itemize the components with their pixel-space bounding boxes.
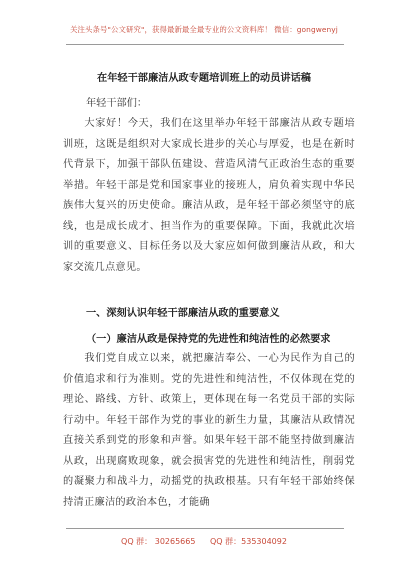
section-heading: 一、深刻认识年轻干部廉洁从政的重要意义 bbox=[86, 308, 280, 319]
header-divider bbox=[66, 44, 344, 45]
qq-group-2: QQ 群：535304092 bbox=[210, 537, 287, 546]
footer-contact bbox=[0, 536, 408, 547]
salutation: 年轻干部们： bbox=[86, 98, 148, 109]
paragraph-text: 大家好！今天，我们在这里举办年轻干部廉洁从政专题培训班，这既是组织对大家成长进步的关心与厚爱，也是在新时代背景下，加强干部队伍建设、营造风清气正政治生态的重要举措。年轻干部是党和国家事业的接班人，肩负着实现中华民族伟大复兴的历史使命。廉洁从政，是年轻干部必须坚守的底线，也是成长成才、担当作为的重要保障。下面，我就此次培训的重要意义、目标任务以及大家应如何做到廉洁从政，和大家交流几点意见。 bbox=[63, 118, 355, 273]
body-paragraph bbox=[63, 349, 355, 513]
opening-paragraph bbox=[63, 114, 355, 278]
header-banner: 关注头条号"公文研究"，获得最新最全最专业的公文资料库！ 微信：gongwenyj bbox=[70, 25, 338, 34]
subsection-heading: （一）廉洁从政是保持党的先进性和纯洁性的必然要求 bbox=[86, 334, 331, 345]
footer-divider bbox=[66, 528, 344, 529]
qq-group-1: QQ 群： 30265665 bbox=[121, 537, 196, 546]
document-title: 在年轻干部廉洁从政专题培训班上的动员讲话稿 bbox=[97, 73, 311, 84]
paragraph-text: 我们党自成立以来，就把廉洁奉公、一心为民作为自己的价值追求和行为准则。党的先进性和纯洁性，不仅体现在党的理论、路线、方针、政策上，更体现在每一名党员干部的实际行动中。年轻干部作为党的事业的新生力量，其廉洁从政情况直接关系到党的形象和声誉。如果年轻干部不能坚持做到廉洁从政，出现腐败现象，就会损害党的先进性和纯洁性，削弱党的凝聚力和战斗力，动摇党的执政根基。只有年轻干部始终保持清正廉洁的政治本色，才能确 bbox=[63, 353, 355, 508]
